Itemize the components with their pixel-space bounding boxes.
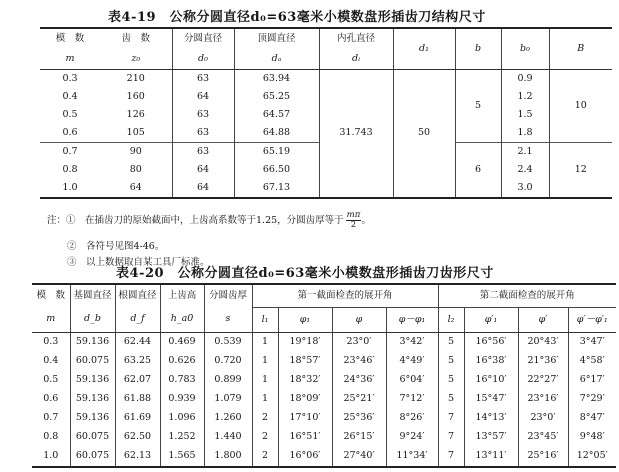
t2-cell-phi-prime-minus: 7°29′: [568, 390, 616, 409]
t2-h-db: 基圆直径: [70, 284, 115, 308]
table2: [32, 283, 616, 468]
t2-cell-df: 61.88: [115, 390, 160, 409]
t2-cell-phi1-prime: 16°10′: [464, 371, 518, 390]
t2-cell-phi1-prime: 16°38′: [464, 352, 518, 371]
table1: [40, 27, 612, 199]
t2-s-l2: l₂: [438, 308, 464, 333]
t2-cell-phi-minus-phi1: 6°04′: [386, 371, 438, 390]
table1-header-row-cn: [40, 28, 612, 49]
t1-cell-z0: 90: [100, 143, 172, 162]
t2-s-phi1: φ₁: [278, 308, 332, 333]
t1-h-d1: d₁: [393, 28, 455, 70]
t2-cell-l2: 5: [438, 390, 464, 409]
t2-cell-l1: 1: [252, 333, 278, 353]
t1-cell-m: 0.6: [62, 126, 78, 138]
t2-cell-phi-minus-phi1: 3°42′: [386, 333, 438, 353]
t1-cell-d0: 64: [172, 161, 234, 179]
t1-s-d0: d₀: [172, 49, 234, 70]
t2-cell-phi-prime: 20°43′: [518, 333, 568, 353]
t1-s-m: m: [40, 49, 100, 70]
t1-cell-b-group2: 6: [455, 143, 501, 199]
t2-cell-db: 60.075: [70, 428, 115, 447]
t2-cell-l2: 7: [438, 447, 464, 467]
t2-cell-l2: 7: [438, 428, 464, 447]
t2-cell-l1: 2: [252, 447, 278, 467]
t1-s-di: dᵢ: [319, 49, 393, 70]
t2-cell-m: 0.6: [43, 393, 59, 405]
t1-cell-m: 0.4: [62, 90, 78, 102]
t2-cell-phi-prime-minus: 9°48′: [568, 428, 616, 447]
t2-cell-s: 0.899: [204, 371, 252, 390]
note-1-text: 注：① 在插齿刀的原始截面中，上齿高系数等于1.25，分圆齿厚等于: [47, 214, 344, 226]
t1-h-d0: 分圆直径: [172, 28, 234, 49]
t2-cell-phi1: 17°10′: [278, 409, 332, 428]
t2-s-phi-prime-minus: φ′－φ′₁: [568, 308, 616, 333]
t2-cell-db: 59.136: [70, 371, 115, 390]
t1-s-da: dₐ: [234, 49, 319, 70]
table-row: [32, 409, 616, 428]
t2-s-s: s: [204, 308, 252, 333]
t2-s-phi: φ: [332, 308, 386, 333]
t2-cell-m: 0.8: [43, 431, 59, 443]
t1-cell-m: 0.8: [62, 163, 78, 175]
t2-h-section2: 第二截面检查的展开角: [438, 284, 616, 308]
t2-cell-phi1-prime: 15°47′: [464, 390, 518, 409]
t2-s-db: d_b: [70, 308, 115, 333]
table1-title: 表4-19 公称分圆直径d₀=63毫米小模数盘形插齿刀结构尺寸: [108, 10, 486, 25]
t2-cell-l2: 5: [438, 352, 464, 371]
t1-cell-da: 65.25: [234, 88, 319, 106]
t1-h-da: 顶圆直径: [234, 28, 319, 49]
t1-cell-z0: 160: [126, 90, 145, 102]
t2-cell-phi1: 16°06′: [278, 447, 332, 467]
t2-cell-df: 62.13: [115, 447, 160, 467]
t1-cell-b0: 0.9: [501, 70, 549, 89]
t2-cell-m: 0.5: [43, 374, 59, 386]
t2-cell-db: 60.075: [70, 352, 115, 371]
t2-cell-ha0: 1.252: [160, 428, 204, 447]
t1-cell-b0: 1.2: [501, 88, 549, 106]
t2-cell-phi1-prime: 14°13′: [464, 409, 518, 428]
t2-cell-phi-minus-phi1: 8°26′: [386, 409, 438, 428]
t2-cell-l1: 1: [252, 390, 278, 409]
t2-cell-phi: 25°21′: [332, 390, 386, 409]
t2-cell-l2: 5: [438, 333, 464, 353]
t1-cell-b-group1: 5: [455, 70, 501, 143]
table2-title: 表4-20 公称分圆直径d₀=63毫米小模数盘形插齿刀齿形尺寸: [116, 266, 494, 281]
t2-cell-s: 1.800: [204, 447, 252, 467]
t2-cell-m: 0.7: [43, 412, 59, 424]
t2-cell-phi-prime: 25°16′: [518, 447, 568, 467]
t2-cell-phi-prime: 21°36′: [518, 352, 568, 371]
t2-s-ha0: h_a0: [160, 308, 204, 333]
note-2: ② 各符号见图4-46。: [67, 241, 165, 252]
t1-cell-b0: 1.5: [501, 106, 549, 124]
t2-cell-phi-minus-phi1: 7°12′: [386, 390, 438, 409]
fraction-denominator: 2: [350, 219, 357, 230]
t2-cell-s: 1.079: [204, 390, 252, 409]
t2-h-s: 分圆齿厚: [204, 284, 252, 308]
table-row: [32, 371, 616, 390]
t2-cell-phi-minus-phi1: 11°34′: [386, 447, 438, 467]
t1-h-z0: 齿 数: [121, 32, 150, 44]
t1-cell-b0: 1.8: [501, 124, 549, 143]
t2-cell-phi1: 16°51′: [278, 428, 332, 447]
table-row: [32, 352, 616, 371]
t2-cell-ha0: 0.783: [160, 371, 204, 390]
t2-cell-phi: 23°46′: [332, 352, 386, 371]
t1-cell-b0: 2.1: [501, 143, 549, 162]
t2-cell-phi-prime: 23°16′: [518, 390, 568, 409]
t2-cell-s: 1.260: [204, 409, 252, 428]
t2-cell-db: 59.136: [70, 390, 115, 409]
t2-s-phi1-prime: φ′₁: [464, 308, 518, 333]
t2-cell-phi1: 18°57′: [278, 352, 332, 371]
table-row: [32, 428, 616, 447]
t2-s-phi-prime: φ′: [518, 308, 568, 333]
t2-cell-phi-prime: 22°27′: [518, 371, 568, 390]
t2-cell-m: 0.4: [43, 355, 59, 367]
t1-cell-da: 66.50: [234, 161, 319, 179]
t1-cell-d0: 64: [172, 88, 234, 106]
t2-h-section1: 第一截面检查的展开角: [252, 284, 438, 308]
t2-cell-df: 61.69: [115, 409, 160, 428]
table2-header-row-sym: [32, 308, 616, 333]
t2-cell-ha0: 1.565: [160, 447, 204, 467]
t2-s-df: d_f: [115, 308, 160, 333]
t1-cell-da: 64.57: [234, 106, 319, 124]
t2-cell-df: 62.07: [115, 371, 160, 390]
t1-s-z0: z₀: [100, 49, 172, 70]
t1-cell-m: 0.5: [62, 108, 78, 120]
t2-cell-l1: 1: [252, 371, 278, 390]
t1-cell-b0: 2.4: [501, 161, 549, 179]
t2-cell-phi-prime-minus: 4°58′: [568, 352, 616, 371]
t1-cell-di: 31.743: [319, 70, 393, 199]
table-row: [32, 390, 616, 409]
t2-cell-df: 62.50: [115, 428, 160, 447]
t2-cell-phi-prime-minus: 8°47′: [568, 409, 616, 428]
note-1-end: 。: [361, 214, 371, 226]
t2-cell-phi1-prime: 16°56′: [464, 333, 518, 353]
t2-cell-s: 0.539: [204, 333, 252, 353]
table-row: [32, 333, 616, 353]
t2-cell-ha0: 1.096: [160, 409, 204, 428]
t1-cell-z0: 105: [126, 126, 145, 138]
t2-cell-db: 60.075: [70, 447, 115, 467]
t1-cell-da: 67.13: [234, 179, 319, 198]
t1-cell-B-group1: 10: [549, 70, 612, 143]
t2-cell-phi1-prime: 13°57′: [464, 428, 518, 447]
t1-cell-z0: 64: [129, 181, 142, 193]
t2-cell-phi: 27°40′: [332, 447, 386, 467]
t1-cell-z0: 210: [126, 72, 145, 84]
t1-cell-d0: 64: [172, 179, 234, 198]
t2-cell-l2: 7: [438, 409, 464, 428]
fraction-numerator: mπ: [346, 210, 361, 220]
t2-cell-phi-prime: 23°0′: [518, 409, 568, 428]
note-1: [47, 211, 371, 230]
t2-h-df: 根圆直径: [115, 284, 160, 308]
t1-cell-z0: 80: [129, 163, 142, 175]
t2-s-l1: l₁: [252, 308, 278, 333]
t2-cell-ha0: 0.626: [160, 352, 204, 371]
t1-cell-B-group2: 12: [549, 143, 612, 199]
t2-cell-phi-prime-minus: 6°17′: [568, 371, 616, 390]
t2-cell-phi-minus-phi1: 9°24′: [386, 428, 438, 447]
t1-cell-d0: 63: [172, 143, 234, 162]
t2-cell-df: 63.25: [115, 352, 160, 371]
t2-cell-m: 0.3: [43, 336, 59, 348]
table2-header-row-cn: [32, 284, 616, 308]
t2-cell-phi: 23°0′: [332, 333, 386, 353]
t2-cell-phi: 25°36′: [332, 409, 386, 428]
fraction-m-pi-over-2: [346, 211, 362, 230]
t1-cell-d0: 63: [172, 70, 234, 89]
t1-h-di: 内孔直径: [319, 28, 393, 49]
t2-h-m: 模 数: [36, 289, 65, 301]
t1-h-b: b: [455, 28, 501, 70]
t1-cell-da: 63.94: [234, 70, 319, 89]
t2-cell-phi-prime-minus: 12°05′: [568, 447, 616, 467]
t2-cell-l1: 2: [252, 409, 278, 428]
t2-cell-phi1: 18°32′: [278, 371, 332, 390]
t1-cell-d0: 63: [172, 106, 234, 124]
t1-cell-z0: 126: [126, 108, 145, 120]
t2-cell-phi-minus-phi1: 4°49′: [386, 352, 438, 371]
t2-cell-db: 59.136: [70, 409, 115, 428]
t2-cell-l2: 5: [438, 371, 464, 390]
table2-body: [32, 333, 616, 468]
t2-cell-ha0: 0.469: [160, 333, 204, 353]
t2-cell-phi1: 18°09′: [278, 390, 332, 409]
t1-cell-d0: 63: [172, 124, 234, 143]
t1-cell-m: 0.3: [62, 72, 78, 84]
t2-cell-l1: 2: [252, 428, 278, 447]
t1-h-m: 模 数: [55, 32, 85, 44]
t2-cell-phi-prime: 23°45′: [518, 428, 568, 447]
t2-cell-phi1-prime: 13°11′: [464, 447, 518, 467]
t1-cell-d1: 50: [393, 70, 455, 199]
t2-cell-phi1: 19°18′: [278, 333, 332, 353]
t1-cell-da: 64.88: [234, 124, 319, 143]
note-3: ③ 以上数据取自某工具厂标准。: [67, 257, 210, 268]
t1-cell-b0: 3.0: [501, 179, 549, 198]
t2-cell-phi-prime-minus: 3°47′: [568, 333, 616, 353]
t2-cell-m: 1.0: [43, 450, 59, 462]
t1-cell-da: 65.19: [234, 143, 319, 162]
t2-cell-l1: 1: [252, 352, 278, 371]
t2-cell-db: 59.136: [70, 333, 115, 353]
t2-s-phi-minus-phi1: φ－φ₁: [386, 308, 438, 333]
t2-h-ha0: 上齿高: [160, 284, 204, 308]
t2-cell-s: 0.720: [204, 352, 252, 371]
t2-cell-df: 62.44: [115, 333, 160, 353]
t2-cell-ha0: 0.939: [160, 390, 204, 409]
t2-s-m: m: [32, 308, 70, 333]
t1-h-b0: b₀: [501, 28, 549, 70]
t1-cell-m: 1.0: [62, 181, 78, 193]
t2-cell-s: 1.440: [204, 428, 252, 447]
table-row: [40, 70, 612, 89]
t1-h-B: B: [549, 28, 612, 70]
t2-cell-phi: 26°15′: [332, 428, 386, 447]
table-row: [32, 447, 616, 467]
t2-cell-phi: 24°36′: [332, 371, 386, 390]
t1-cell-m: 0.7: [40, 143, 100, 162]
